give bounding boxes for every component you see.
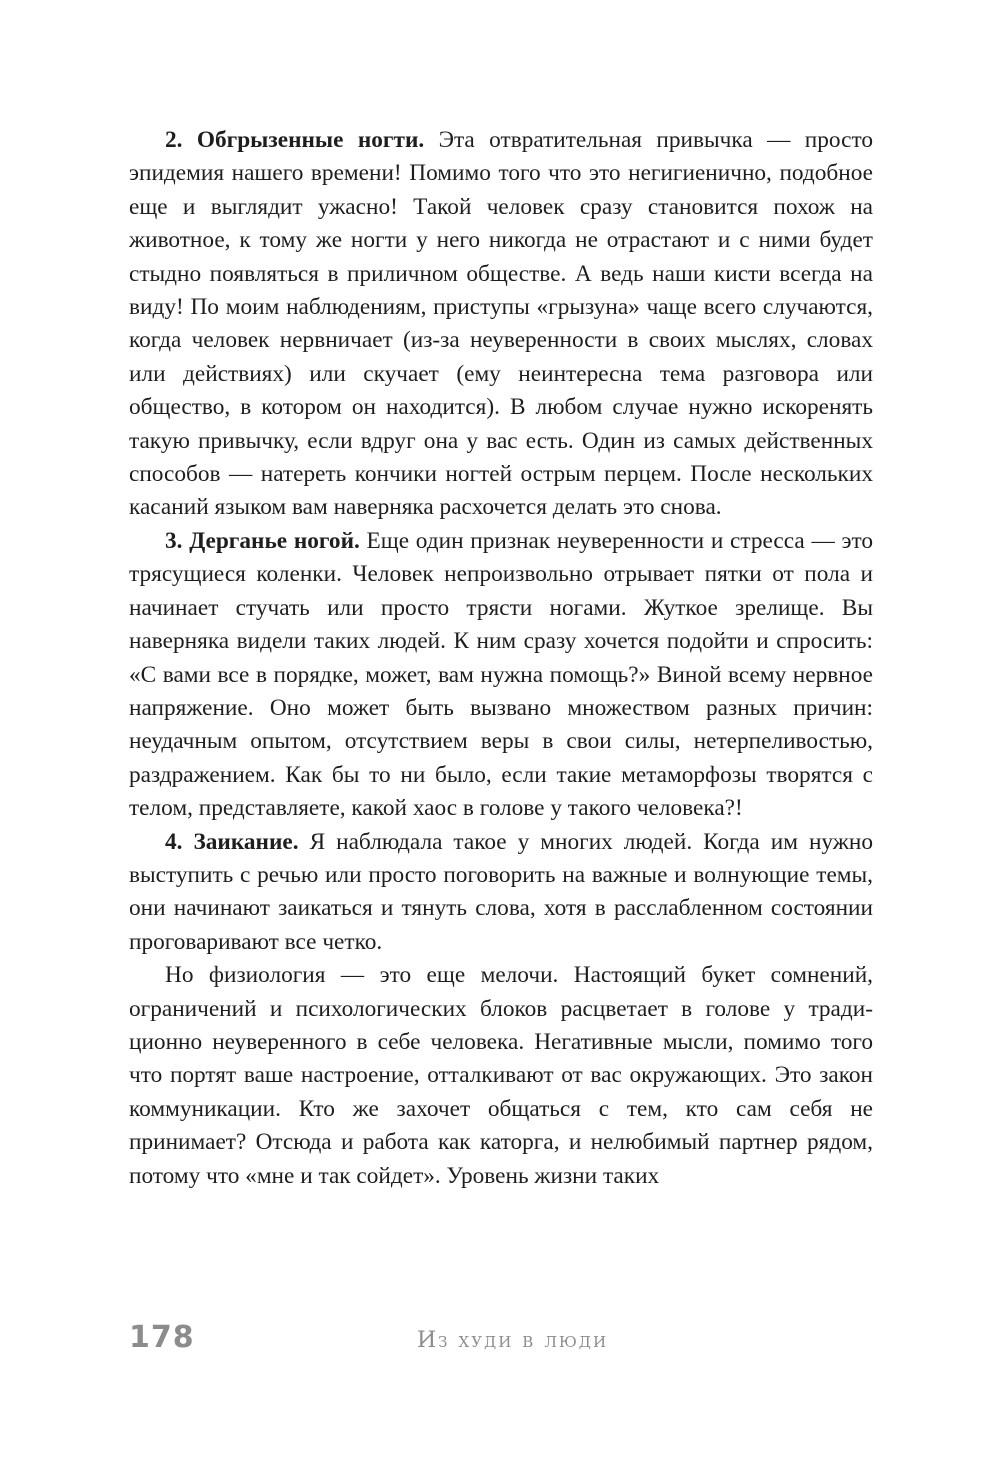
paragraph-heading: 2. Обгрызенные ногти. bbox=[165, 127, 425, 153]
paragraph-text: Я наблюдала такое у многих людей. Когда им нужно выступить с речью или просто поговорить на важные и волнующие темы, они начинают заикаться и тянуть слова, хотя в расслабленном состоянии проговаривают все четко. bbox=[129, 828, 873, 955]
paragraph-text: Эта отвратительная привычка — просто эпидемия нашего времени! Помимо того что это негигиенично, подобное еще и выглядит ужасно! Такой человек сразу становится похож на животное, к тому же ногти у него никогда не отрастают и с ними будет стыдно появляться в приличном обществе. А ведь наши кисти всегда на виду! По моим наблюдениям, приступы «грызуна» чаще всего случаются, когда человек нервничает (из-за неуверенности в своих мыслях, словах или действиях) или скучает (ему неинтересна тема разговора или общество, в котором он находится). В любом случае нужно искоренять такую привычку, если вдруг она у вас есть. Один из самых действенных способов — натереть кончики ногтей острым перцем. После нескольких касаний языком вам наверняка расхочется делать это снова. bbox=[129, 127, 873, 521]
paragraph-text: Но физиология — это еще мелочи. Настоящий букет сомнений, ограничений и психологических блоков расцветает в голове у традиционно неуверенного в себе человека. Негативные мысли, помимо того что портят ваше настроение, отталкивают от вас окружающих. Это закон коммуникации. Кто же захочет общаться с тем, кто сам себя не принимает? Отсюда и работа как каторга, и нелюбимый партнер рядом, потому что «мне и так сойдет». Уровень жизни таких bbox=[129, 962, 873, 1189]
page-number: 178 bbox=[129, 1320, 195, 1355]
page-body bbox=[129, 124, 873, 1193]
paragraph-physiology bbox=[129, 959, 873, 1193]
paragraph-heading: 4. Заикание. bbox=[165, 828, 299, 855]
paragraph-heading: 3. Дерганье ногой. bbox=[165, 527, 360, 554]
paragraph-leg-jerking bbox=[129, 525, 873, 826]
paragraph-bitten-nails bbox=[129, 124, 873, 525]
paragraph-text: Еще один признак неуверенности и стресса — это трясущиеся коленки. Человек непроизвольно отрывает пятки от пола и начинает стучать или просто трясти ногами. Жуткое зрелище. Вы наверняка видели таких людей. К ним сразу хочется подойти и спросить: «С вами все в порядке, может, вам нужна помощь?» Виной всему нервное напряжение. Оно может быть вызвано множеством разных причин: неудачным опытом, отсутствием веры в свои силы, нетерпеливостью, раздражением. Как бы то ни было, если такие метаморфозы творятся с телом, представляете, какой хаос в голове у такого человека?! bbox=[129, 527, 873, 822]
paragraph-stuttering bbox=[129, 826, 873, 960]
running-footer-title: Из худи в люди bbox=[417, 1328, 609, 1353]
